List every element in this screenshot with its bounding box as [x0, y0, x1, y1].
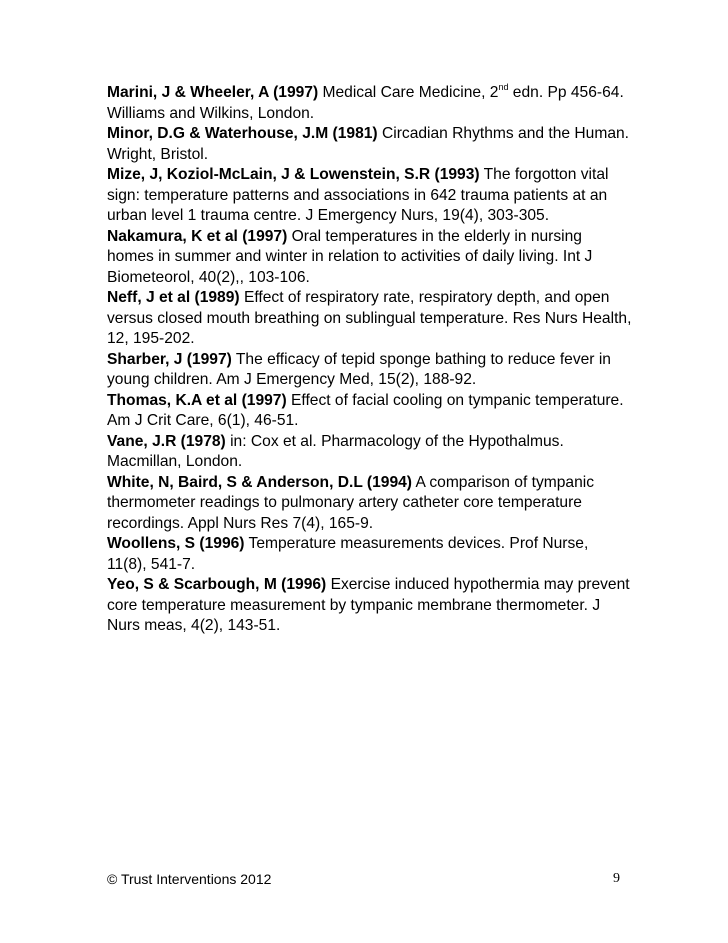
reference-text: Temperature measurements devices. Prof Nurse, 11(8), 541-7. — [107, 535, 589, 573]
reference-text: in: Cox et al. Pharmacology of the Hypothalmus. Macmillan, London. — [107, 432, 564, 470]
reference-entry-white — [107, 473, 632, 535]
reference-authors: White, N, Baird, S & Anderson, D.L (1994) — [107, 473, 412, 491]
reference-authors: Nakamura, K et al (1997) — [107, 227, 288, 245]
reference-text: edn. Pp 456-64. Williams and Wilkins, London. — [107, 84, 624, 122]
reference-text: Oral temperatures in the elderly in nursing homes in summer and winter in relation to activities of daily living. Int J Biometeorol, 40(2),, 103-106. — [107, 227, 593, 286]
reference-entry-vane — [107, 432, 632, 473]
reference-entry-minor — [107, 124, 632, 165]
reference-text: The efficacy of tepid sponge bathing to reduce fever in young children. Am J Emergency Med, 15(2), 188-92. — [107, 350, 611, 388]
page-number: 9 — [613, 871, 620, 886]
reference-text: Effect of respiratory rate, respiratory depth, and open versus closed mouth breathing on sublingual temperature. Res Nurs Health, 12, 195-202. — [107, 289, 632, 347]
reference-text: A comparison of tympanic thermometer readings to pulmonary artery catheter core temperature recordings. Appl Nurs Res 7(4), 165-9. — [107, 473, 595, 532]
reference-authors: Thomas, K.A et al (1997) — [107, 391, 287, 409]
reference-entry-neff — [107, 288, 632, 350]
reference-text: Medical Care Medicine, 2 — [318, 84, 499, 101]
reference-text: The forgotton vital sign: temperature patterns and associations in 642 trauma patients at an urban level 1 trauma centre. J Emergency Nurs, 19(4), 303-305. — [107, 166, 609, 224]
reference-entry-mize — [107, 165, 632, 227]
reference-superscript: nd — [498, 81, 509, 92]
reference-entry-marini — [107, 83, 632, 124]
reference-entry-woollens — [107, 534, 632, 575]
reference-authors: Yeo, S & Scarbough, M (1996) — [107, 576, 327, 593]
reference-text: Effect of facial cooling on tympanic temperature. Am J Crit Care, 6(1), 46-51. — [107, 391, 624, 429]
reference-list — [107, 83, 632, 637]
reference-entry-sharber — [107, 350, 632, 391]
reference-entry-nakamura — [107, 227, 632, 289]
reference-authors: Woollens, S (1996) — [107, 535, 245, 552]
reference-authors: Sharber, J (1997) — [107, 350, 232, 368]
reference-authors: Neff, J et al (1989) — [107, 289, 240, 306]
reference-text: Exercise induced hypothermia may prevent core temperature measurement by tympanic membrane thermometer. J Nurs meas, 4(2), 143-51. — [107, 576, 630, 634]
reference-entry-thomas — [107, 391, 632, 432]
reference-entry-yeo — [107, 575, 632, 637]
reference-text: Circadian Rhythms and the Human. Wright, Bristol. — [107, 125, 629, 163]
reference-authors: Vane, J.R (1978) — [107, 432, 226, 450]
footer-copyright: © Trust Interventions 2012 — [107, 871, 272, 887]
reference-authors: Mize, J, Koziol-McLain, J & Lowenstein, S.R (1993) — [107, 166, 480, 183]
reference-authors: Marini, J & Wheeler, A (1997) — [107, 84, 319, 101]
reference-authors: Minor, D.G & Waterhouse, J.M (1981) — [107, 125, 378, 142]
